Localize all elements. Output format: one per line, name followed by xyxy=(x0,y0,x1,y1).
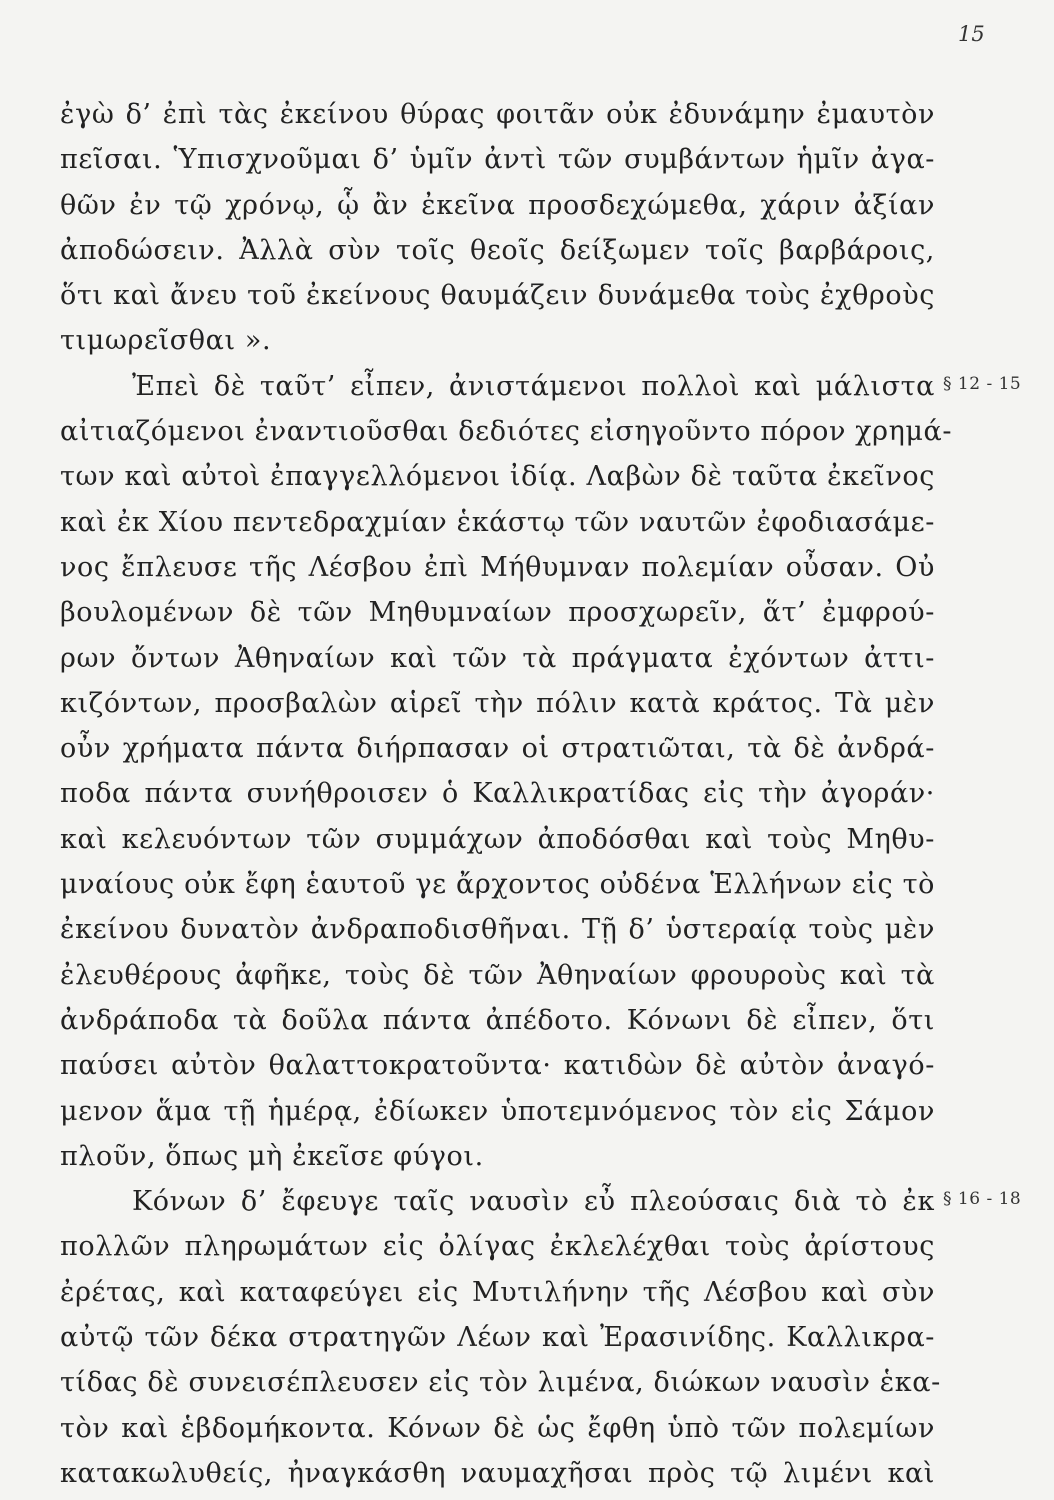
text-line: Ἐπεὶ δὲ ταῦτ’ εἶπεν, ἀνιστάμενοι πολλοὶ καὶ μάλιστα xyxy=(132,370,935,402)
text-line: καὶ κελευόντων τῶν συμμάχων ἀποδόσθαι καὶ τοὺς Μηθυ- xyxy=(60,823,935,855)
text-line: ὅτι καὶ ἄνευ τοῦ ἐκείνους θαυμάζειν δυνάμεθα τοὺς ἐχθροὺς xyxy=(60,280,935,312)
text-line: ἐγὼ δ’ ἐπὶ τὰς ἐκείνου θύρας φοιτᾶν οὐκ ἐδυνάμην ἐμαυτὸν xyxy=(60,99,935,130)
text-line: θῶν ἐν τῷ χρόνῳ, ᾧ ἂν ἐκεῖνα προσδεχώμεθα, χάριν ἀξίαν xyxy=(60,189,935,221)
text-line: ἀποδώσειν. Ἀλλὰ σὺν τοῖς θεοῖς δείξωμεν τοῖς βαρβάροις, xyxy=(60,234,935,266)
text-line: αἰτιαζόμενοι ἐναντιοῦσθαι δεδιότες εἰσηγοῦντο πόρον χρημά- xyxy=(60,416,953,448)
text-line: τίδας δὲ συνεισέπλευσεν εἰς τὸν λιμένα, διώκων ναυσὶν ἑκα- xyxy=(60,1367,941,1399)
text-line: ἐρέτας, καὶ καταφεύγει εἰς Μυτιλήνην τῆς Λέσβου καὶ σὺν xyxy=(60,1276,935,1308)
text-line: των καὶ αὐτοὶ ἐπαγγελλόμενοι ἰδίᾳ. Λαβὼν δὲ ταῦτα ἐκεῖνος xyxy=(60,461,935,493)
text-line: πεῖσαι. Ὑπισχνοῦμαι δ’ ὑμῖν ἀντὶ τῶν συμβάντων ἡμῖν ἀγα- xyxy=(60,144,935,176)
text-line: οὖν χρήματα πάντα διήρπασαν οἱ στρατιῶται, τὰ δὲ ἀνδρά- xyxy=(60,733,935,765)
text-line: παύσει αὐτὸν θαλαττοκρατοῦντα· κατιδὼν δὲ αὐτὸν ἀναγό- xyxy=(60,1050,935,1082)
text-line: τὸν καὶ ἑβδομήκοντα. Κόνων δὲ ὡς ἔφθη ὑπὸ τῶν πολεμίων xyxy=(60,1412,935,1444)
text-line: ρων ὄντων Ἀθηναίων καὶ τῶν τὰ πράγματα ἐχόντων ἀττι- xyxy=(60,642,935,674)
text-line: κιζόντων, προσβαλὼν αἱρεῖ τὴν πόλιν κατὰ κράτος. Τὰ μὲν xyxy=(60,687,935,719)
text-line: βουλομένων δὲ τῶν Μηθυμναίων προσχωρεῖν, ἅτ’ ἐμφρού- xyxy=(60,597,935,629)
text-line: μενον ἅμα τῇ ἡμέρᾳ, ἐδίωκεν ὑποτεμνόμενος τὸν εἰς Σάμον xyxy=(60,1095,935,1127)
text-line: νος ἔπλευσε τῆς Λέσβου ἐπὶ Μήθυμναν πολεμίαν οὖσαν. Οὐ xyxy=(60,551,935,583)
text-line: καὶ ἐκ Χίου πεντεδραχμίαν ἑκάστῳ τῶν ναυτῶν ἐφοδιασάμε- xyxy=(60,506,935,538)
text-line: ἐλευθέρους ἀφῆκε, τοὺς δὲ τῶν Ἀθηναίων φρουροὺς καὶ τὰ xyxy=(60,959,935,991)
text-line: μναίους οὐκ ἔφη ἑαυτοῦ γε ἄρχοντος οὐδένα Ἑλλήνων εἰς τὸ xyxy=(60,869,935,901)
text-line: αὐτῷ τῶν δέκα στρατηγῶν Λέων καὶ Ἐρασινίδης. Καλλικρα- xyxy=(60,1322,935,1354)
text-line: πολλῶν πληρωμάτων εἰς ὀλίγας ἐκλελέχθαι τοὺς ἀρίστους xyxy=(60,1231,935,1263)
text-line: κατακωλυθείς, ἠναγκάσθη ναυμαχῆσαι πρὸς τῷ λιμένι καὶ xyxy=(60,1457,935,1489)
text-line: τιμωρεῖσθαι ». xyxy=(60,325,272,357)
margin-section-reference: § 16 - 18 xyxy=(943,1189,1022,1210)
margin-section-reference: § 12 - 15 xyxy=(943,373,1022,394)
text-line: ποδα πάντα συνήθροισεν ὁ Καλλικρατίδας εἰς τὴν ἀγοράν· xyxy=(60,778,935,810)
text-line: ἐκείνου δυνατὸν ἀνδραποδισθῆναι. Τῇ δ’ ὑστεραίᾳ τοὺς μὲν xyxy=(60,914,935,946)
text-line: Κόνων δ’ ἔφευγε ταῖς ναυσὶν εὖ πλεούσαις διὰ τὸ ἐκ xyxy=(132,1186,935,1218)
body-text xyxy=(60,92,953,1496)
text-line: πλοῦν, ὅπως μὴ ἐκεῖσε φύγοι. xyxy=(60,1140,484,1172)
text-line: ἀνδράποδα τὰ δοῦλα πάντα ἀπέδοτο. Κόνωνι δὲ εἶπεν, ὅτι xyxy=(60,1004,935,1036)
page-number: 15 xyxy=(958,22,985,46)
